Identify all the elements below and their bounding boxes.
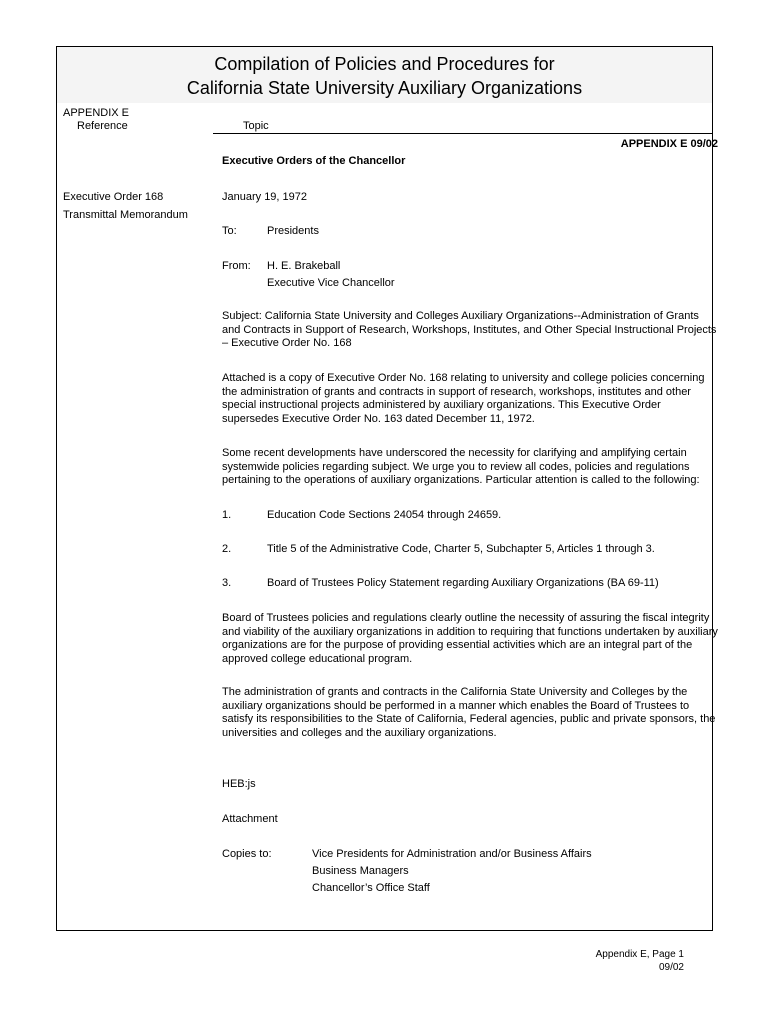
from-title: Executive Vice Chancellor xyxy=(267,277,395,289)
memo-paragraph-1: Attached is a copy of Executive Order No. 168 relating to university and college policies concerning the administration of grants and contracts in support of research, workshops, institutes and other special instructional projects administered by auxiliary organizations. This Executive Order supersedes Executive Order No. 163 dated December 11, 1972. xyxy=(222,372,705,425)
appendix-label: APPENDIX E xyxy=(63,107,130,119)
memo-paragraph-2: Some recent developments have underscored the necessity for clarifying and amplifying certain systemwide policies regarding subject. We urge you to review all codes, policies and regulations pertaining to the operations of auxiliary organizations. Particular attention is called to the following: xyxy=(222,447,700,486)
document-title-box xyxy=(56,46,713,104)
list-item-text: Title 5 of the Administrative Code, Charter 5, Subchapter 5, Articles 1 through 3. xyxy=(267,543,655,555)
reference-executive-order: Executive Order 168 xyxy=(63,191,164,203)
copies-recipient: Business Managers xyxy=(312,865,409,877)
memo-initials: HEB:js xyxy=(222,778,256,790)
topic-top-rule xyxy=(213,133,712,134)
from-name: H. E. Brakeball xyxy=(267,260,341,272)
memo-paragraph-4: The administration of grants and contracts in the California State University and Colleges by the auxiliary organizations should be performed in a manner which enables the Board of Trustees to satisfy its responsibilities to the State of California, Federal agencies, public and private sponsors, the universities and colleges and the auxiliary organizations. xyxy=(222,686,716,739)
list-item-text: Education Code Sections 24054 through 24659. xyxy=(267,509,502,521)
memo-subject: Subject: California State University and Colleges Auxiliary Organizations--Administration of Grants and Contracts in Support of Research, Workshops, Institutes, and Other Special Instructional Projects – Executive Order No. 168 xyxy=(222,310,717,349)
list-item-number: 1. xyxy=(222,509,232,521)
footer-date: 09/02 xyxy=(658,962,684,973)
memo-date: January 19, 1972 xyxy=(222,191,308,203)
footer-page-number: Appendix E, Page 1 xyxy=(595,949,684,960)
section-title: Executive Orders of the Chancellor xyxy=(222,155,406,167)
memo-paragraph-3: Board of Trustees policies and regulations clearly outline the necessity of assuring the fiscal integrity and viability of the auxiliary organizations in addition to requiring that functions undertaken by auxiliary organizations are for the purpose of providing essential activities which are an integral part of the approved college educational program. xyxy=(222,612,718,665)
appendix-code: APPENDIX E 09/02 xyxy=(620,138,718,150)
title-line-2: California State University Auxiliary Organizations xyxy=(186,78,583,98)
attachment-label: Attachment xyxy=(222,813,278,825)
content-box xyxy=(56,133,713,931)
list-item-text: Board of Trustees Policy Statement regarding Auxiliary Organizations (BA 69-11) xyxy=(267,577,659,589)
reference-transmittal-memo: Transmittal Memorandum xyxy=(63,209,188,221)
copies-recipient: Chancellor’s Office Staff xyxy=(312,882,430,894)
to-label: To: xyxy=(222,225,237,237)
to-value: Presidents xyxy=(267,225,319,237)
from-label: From: xyxy=(222,260,251,272)
reference-column-label: Reference xyxy=(77,120,128,132)
title-line-1: Compilation of Policies and Procedures for xyxy=(214,54,555,74)
topic-column-label: Topic xyxy=(243,120,269,132)
list-item-number: 3. xyxy=(222,577,232,589)
copies-label: Copies to: xyxy=(222,848,272,860)
column-header-block xyxy=(56,103,713,133)
copies-recipient: Vice Presidents for Administration and/or Business Affairs xyxy=(312,848,592,860)
list-item-number: 2. xyxy=(222,543,232,555)
